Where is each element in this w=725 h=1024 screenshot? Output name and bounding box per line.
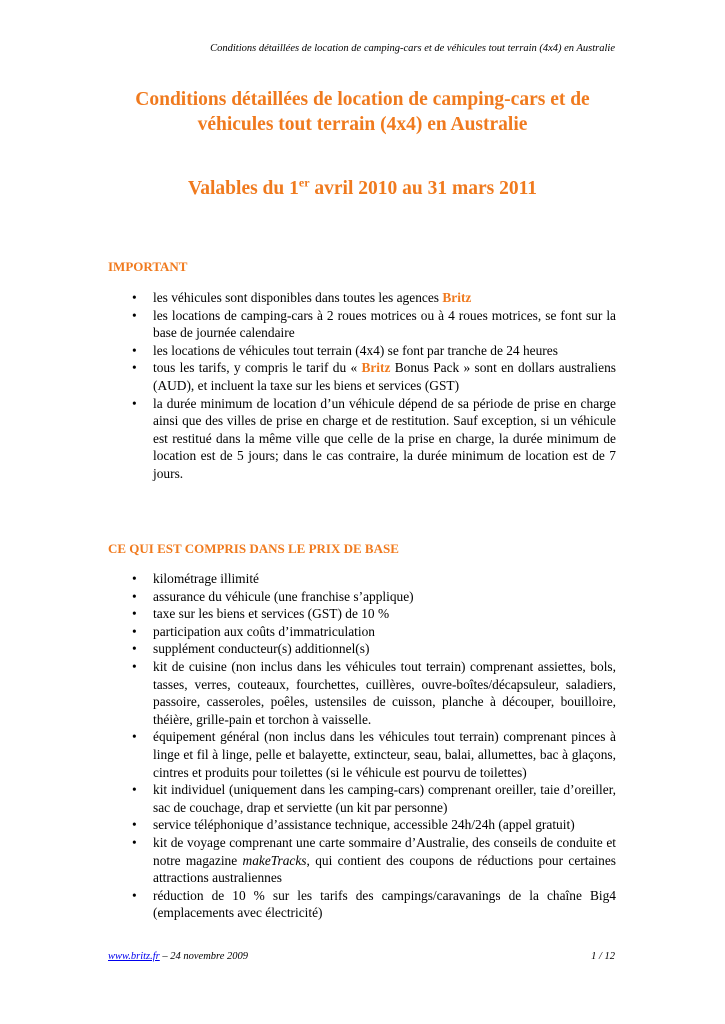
footer-left (108, 951, 248, 962)
bullet-icon: • (132, 658, 137, 674)
list-item (108, 289, 616, 307)
list-item (108, 605, 616, 623)
list-item (108, 307, 616, 342)
list-item-text: la durée minimum de location d’un véhicule dépend de sa période de prise en charge ainsi que des villes de prise en charge et de restitution. Sauf exception, si un véhicule est restitué dans la même ville que celle de la prise en charge, la durée minimum de location est de 5 jours; dans le cas contraire, la durée minimum de location est de 7 jours. (153, 395, 616, 481)
list-item-text: tous les tarifs, y compris le tarif du « (153, 360, 362, 376)
bullet-icon: • (132, 342, 137, 358)
list-item (108, 640, 616, 658)
list-item (108, 395, 616, 483)
list-item-text: kit individuel (uniquement dans les camping-cars) comprenant oreiller, taie d’oreiller, sac de couchage, drap et serviette (un kit par personne) (153, 782, 616, 815)
list-item (108, 623, 616, 641)
list-item-text: , qui contient des coupons de réductions pour certaines attractions australiennes (153, 852, 616, 886)
list-item (108, 570, 616, 588)
bullet-icon: • (132, 395, 137, 411)
list-item-text: kit de voyage comprenant une carte sommaire d’Australie, des conseils de conduite et notre magazine (153, 834, 616, 868)
list-item-text: équipement général (non inclus dans les véhicules tout terrain) comprenant pinces à linge et fil à linge, pelle et balayette, extincteur, seau, balai, allumettes, bac à glaçons, cintres et produits pour toilettes (si le véhicule est pourvu de toilettes) (153, 729, 616, 780)
list-item-text: service téléphonique d’assistance technique, accessible 24h/24h (appel gratuit) (153, 817, 575, 833)
footer-link[interactable]: www.britz.fr (108, 951, 160, 962)
brand-name: Britz (361, 360, 391, 376)
validity-superscript: er (298, 175, 310, 190)
list-item-text: les locations de camping-cars à 2 roues motrices ou à 4 roues motrices, se font sur la base de journée calendaire (153, 307, 616, 341)
bullet-icon: • (132, 729, 137, 745)
title-line-1: Conditions détaillées de location de camping-cars et de (135, 89, 590, 110)
validity-prefix: Valables du 1 (187, 178, 299, 199)
list-item (108, 588, 616, 606)
list-item-text: kilométrage illimité (153, 571, 259, 586)
list-item-text: participation aux coûts d’immatriculation (153, 623, 375, 639)
running-header: Conditions détaillées de location de camping-cars et de véhicules tout terrain (4x4) en Australie (210, 43, 615, 54)
brand-name: Britz (442, 290, 472, 305)
bullet-icon: • (132, 817, 137, 833)
list-item-text: Bonus Pack » sont en dollars australiens (AUD), et incluent la taxe sur les biens et services (GST) (153, 360, 616, 393)
footer-date: – 24 novembre 2009 (159, 951, 249, 962)
list-item-text: réduction de 10 % sur les tarifs des campings/caravanings de la chaîne Big4 (emplacements avec électricité) (153, 887, 616, 921)
bullet-icon: • (132, 641, 137, 657)
included-list (108, 570, 616, 922)
list-item (108, 781, 616, 816)
list-item-text: les locations de véhicules tout terrain (4x4) se font par tranche de 24 heures (153, 342, 558, 358)
list-item-text: assurance du véhicule (une franchise s’applique) (153, 588, 414, 604)
validity-period (0, 176, 725, 201)
bullet-icon: • (132, 588, 137, 604)
bullet-icon: • (132, 360, 137, 376)
magazine-title: makeTracks (242, 852, 307, 868)
list-item-text: supplément conducteur(s) additionnel(s) (153, 641, 370, 657)
list-item (108, 658, 616, 728)
section-heading-important: IMPORTANT (108, 259, 188, 274)
bullet-icon: • (132, 290, 137, 305)
bullet-icon: • (132, 834, 137, 850)
bullet-icon: • (132, 782, 137, 798)
validity-suffix: avril 2010 au 31 mars 2011 (309, 178, 538, 199)
list-item-text: les véhicules sont disponibles dans toutes les agences (153, 290, 443, 305)
list-item-text: kit de cuisine (non inclus dans les véhicules tout terrain) comprenant assiettes, bols, tasses, verres, couteaux, fourchettes, cuillères, ouvre-boîtes/décapsuleur, saladiers, passoire, casseroles, poêles, ustensiles de cuisson, planche à découper, bouilloire, théière, grille-pain et torchon à vaisselle. (153, 658, 616, 727)
page-number: 1 / 12 (591, 951, 615, 962)
list-item (108, 728, 616, 781)
document-title (0, 87, 725, 137)
bullet-icon: • (132, 623, 137, 639)
list-item-text: taxe sur les biens et services (GST) de 10 % (153, 606, 390, 622)
list-item (108, 359, 616, 394)
bullet-icon: • (132, 887, 137, 903)
important-list (108, 289, 616, 483)
list-item (108, 887, 616, 922)
list-item (108, 834, 616, 887)
title-line-2: véhicules tout terrain (4x4) en Australie (197, 114, 528, 135)
list-item (108, 342, 616, 360)
bullet-icon: • (132, 571, 137, 586)
section-heading-included: CE QUI EST COMPRIS DANS LE PRIX DE BASE (108, 541, 399, 556)
bullet-icon: • (132, 307, 137, 323)
list-item (108, 816, 616, 834)
bullet-icon: • (132, 606, 137, 622)
